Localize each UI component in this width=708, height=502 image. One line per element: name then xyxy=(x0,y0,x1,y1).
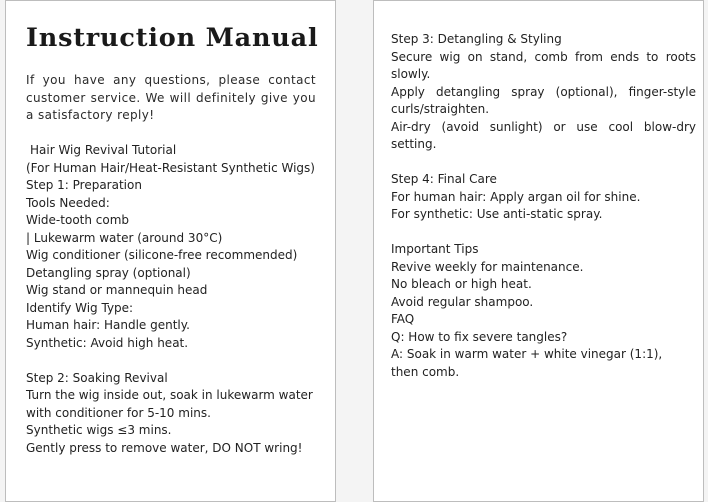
tips-heading: Important Tips xyxy=(391,242,479,256)
tip-item: Revive weekly for maintenance. xyxy=(391,259,584,274)
tutorial-title: Hair Wig Revival Tutorial xyxy=(30,143,177,157)
faq-answer: A: Soak in warm water + white vinegar (1:1), then comb. xyxy=(391,347,663,379)
identify-item: Human hair: Handle gently. xyxy=(26,318,190,332)
tool-item: Wig stand or mannequin head xyxy=(26,283,208,297)
tool-item: Wide-tooth comb xyxy=(26,213,130,227)
tip-item: No bleach or high heat. xyxy=(391,277,532,291)
manual-title: Instruction Manual xyxy=(26,23,319,53)
faq-heading: FAQ xyxy=(391,312,415,326)
tool-item: | Lukewarm water (around 30°C) xyxy=(26,230,223,245)
step4-line: For human hair: Apply argan oil for shine. xyxy=(391,189,641,204)
tools-heading: Tools Needed: xyxy=(26,195,110,210)
step2-synthetic-note: Synthetic wigs ≤3 mins. xyxy=(26,423,172,437)
step3-line: Apply detangling spray (optional), finger-style curls/straighten. xyxy=(391,84,696,116)
step3-heading: Step 3: Detangling & Styling xyxy=(391,32,562,46)
step2-instruction: Turn the wig inside out, soak in lukewarm water with conditioner for 5-10 mins. xyxy=(26,388,313,420)
identify-heading: Identify Wig Type: xyxy=(26,300,134,315)
tutorial-note: (For Human Hair/Heat-Resistant Synthetic Wigs) xyxy=(26,160,315,175)
step4-line: For synthetic: Use anti-static spray. xyxy=(391,207,603,221)
step3-line: Air-dry (avoid sunlight) or use cool blow-dry setting. xyxy=(391,119,696,151)
tool-item: Detangling spray (optional) xyxy=(26,265,191,280)
right-page-body xyxy=(391,31,696,381)
intro-paragraph: If you have any questions, please contact customer service. We will definitely give you a satisfactory reply! xyxy=(26,73,316,122)
tool-item: Wig conditioner (silicone-free recommended) xyxy=(26,248,298,262)
step1-heading: Step 1: Preparation xyxy=(26,178,142,192)
tutorial-body xyxy=(26,142,326,457)
faq-question: Q: How to fix severe tangles? xyxy=(391,329,568,344)
step2-heading: Step 2: Soaking Revival xyxy=(26,370,168,385)
left-page xyxy=(5,0,336,502)
step4-heading: Step 4: Final Care xyxy=(391,172,497,186)
right-page xyxy=(373,0,704,502)
step2-press-note: Gently press to remove water, DO NOT wring! xyxy=(26,440,303,455)
step3-line: Secure wig on stand, comb from ends to roots slowly. xyxy=(391,49,696,81)
tip-item: Avoid regular shampoo. xyxy=(391,294,534,309)
identify-item: Synthetic: Avoid high heat. xyxy=(26,335,189,350)
